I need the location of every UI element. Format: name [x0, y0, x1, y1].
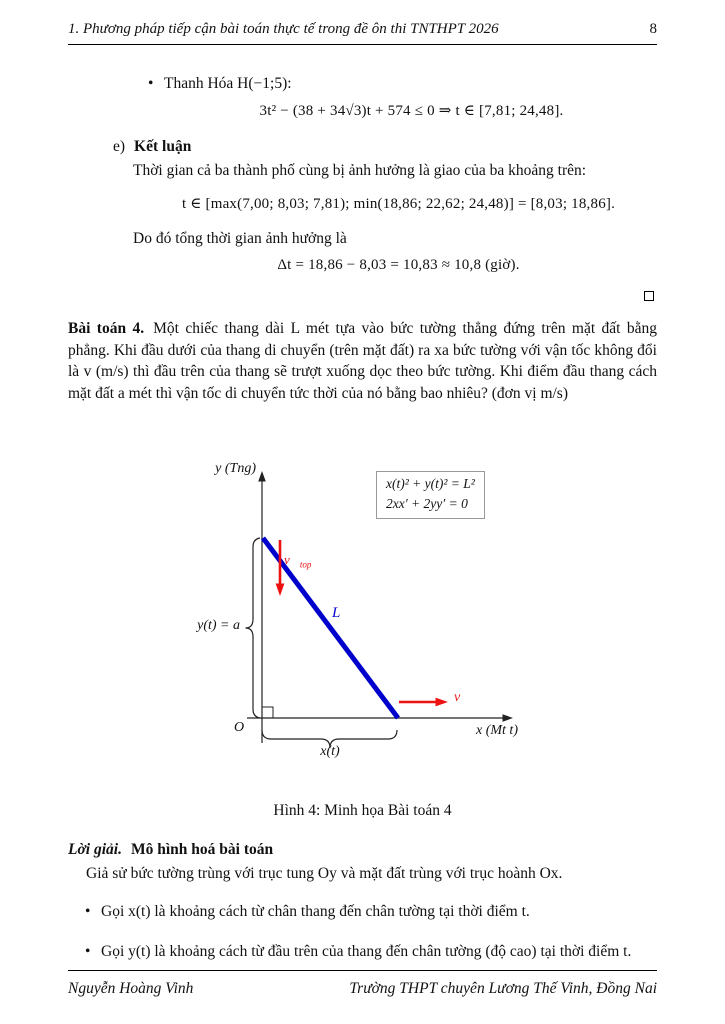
solution-intro: Giả sử bức tường trùng với trục tung Oy và mặt đất trùng với trục hoành Ox.	[86, 865, 563, 882]
problem-4-statement	[68, 318, 657, 404]
problem-4-label: Bài toán 4.	[68, 320, 145, 337]
solution-label: Lời giải.	[68, 841, 122, 858]
ladder-label: L	[332, 605, 341, 621]
equation-intersection: t ∈ [max(7,00; 8,03; 7,81); min(18,86; 22,62; 24,48)] = [8,03; 18,86].	[181, 196, 616, 212]
y-axis-label: y (Tng)	[215, 461, 256, 476]
v-top-subscript: top	[299, 559, 312, 570]
running-head-title: 1. Phương pháp tiếp cận bài toán thực tế trong đề ôn thi TNTHPT 2026	[68, 21, 499, 37]
v-top-arrowhead-icon	[276, 584, 285, 597]
figure-caption: Hình 4: Minh họa Bài toán 4	[273, 802, 452, 819]
item-title: Kết luận	[134, 138, 192, 155]
figure-equation-line1: x(t)² + y(t)² = L²	[386, 476, 475, 491]
footer-rule	[68, 970, 657, 971]
v-arrowhead-icon	[436, 698, 449, 707]
bullet-icon: •	[85, 943, 91, 960]
list-item-text: Thanh Hóa H(−1;5):	[164, 75, 292, 92]
v-top-symbol: v⃗	[284, 552, 300, 567]
figure-4	[170, 450, 560, 790]
paragraph-total-time: Do đó tổng thời gian ảnh hưởng là	[133, 230, 347, 247]
equation-quadratic: 3t² − (38 + 34√3)t + 574 ≤ 0 ⇒ t ∈ [7,81; 24,48].	[259, 103, 564, 119]
y-axis-arrow-icon	[258, 471, 266, 482]
item-e-heading	[113, 138, 191, 156]
page-footer	[68, 980, 657, 998]
v-label: v⃗	[454, 690, 472, 705]
height-label: y(t) = a	[197, 618, 240, 633]
solution-bullet-x	[85, 901, 657, 923]
equation-delta-t: Δt = 18,86 − 8,03 = 10,83 ≈ 10,8 (giờ).	[277, 257, 520, 273]
v-top-label	[284, 552, 311, 570]
height-brace	[246, 538, 261, 718]
page-number: 8	[649, 21, 657, 37]
solution-title: Mô hình hoá bài toán	[130, 841, 274, 858]
width-label: x(t)	[320, 744, 340, 759]
bullet-text: Gọi x(t) là khoảng cách từ chân thang đến chân tường tại thời điểm t.	[101, 903, 530, 920]
figure-equation-box	[376, 471, 485, 519]
solution-heading	[68, 841, 273, 859]
qed-box	[644, 291, 654, 301]
bullet-icon: •	[148, 75, 154, 92]
right-angle-mark	[262, 707, 273, 718]
footer-author: Nguyễn Hoàng Vinh	[68, 980, 194, 997]
page-header	[68, 21, 657, 45]
figure-equation-line2: 2xx′ + 2yy′ = 0	[386, 496, 468, 511]
bullet-icon: •	[85, 903, 91, 920]
solution-bullet-y	[85, 941, 652, 963]
item-label: e)	[113, 138, 126, 155]
x-axis-arrow-icon	[503, 714, 514, 722]
problem-4-text: Một chiếc thang dài L mét tựa vào bức tường thẳng đứng trên mặt đất bằng phẳng. Khi đầu dưới của thang di chuyển (trên mặt đất) ra xa bức tường với vận tốc không đổi là v (m/s) thì đầu trên của thang sẽ trượt xuống dọc theo bức tường. Khi điểm đầu thang cách mặt đất a mét thì vận tốc di chuyển tức thời của nó bằng bao nhiêu? (đơn vị m/s)	[68, 320, 657, 402]
paragraph-intersection: Thời gian cả ba thành phố cùng bị ảnh hưởng là giao của ba khoảng trên:	[133, 162, 587, 179]
footer-school: Trường THPT chuyên Lương Thế Vinh, Đồng Nai	[349, 980, 657, 997]
bullet-text: Gọi y(t) là khoảng cách từ đầu trên của thang đến chân tường (độ cao) tại thời điểm t.	[101, 943, 632, 960]
x-axis-label: x (Mt t)	[476, 723, 518, 738]
origin-label: O	[234, 720, 245, 735]
list-item-thanh-hoa	[148, 75, 657, 93]
